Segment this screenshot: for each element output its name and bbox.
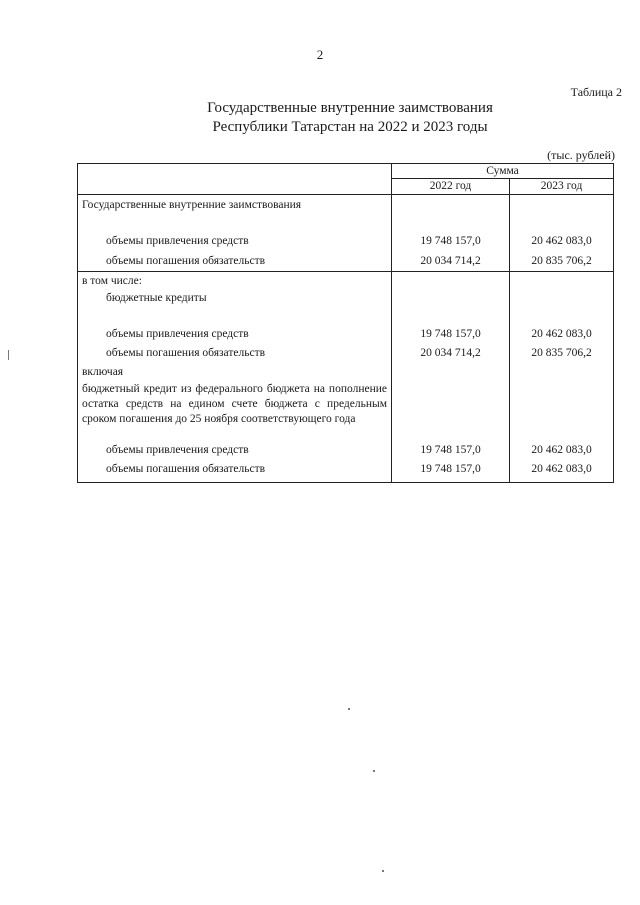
- header-2022: 2022 год: [392, 179, 510, 195]
- row-label: объемы погашения обязательств: [78, 255, 392, 272]
- credit-description: бюджетный кредит из федерального бюджета на пополнение остатка средств на едином счете бюджета с предельным сроком погашения до 25 ноября соответствующего года: [78, 382, 392, 444]
- scan-speck: [8, 350, 9, 360]
- table-row: [78, 328, 614, 347]
- value-2022: 19 748 157,0: [392, 328, 510, 347]
- value-2023: 20 835 706,2: [510, 255, 614, 272]
- header-row-1: [78, 164, 614, 179]
- value-2023: 20 462 083,0: [510, 444, 614, 463]
- credit-desc-row: [78, 382, 614, 444]
- scan-speck: [348, 708, 350, 710]
- section1-title: Государственные внутренние заимствования: [78, 195, 392, 235]
- table-row: [78, 444, 614, 463]
- budget-credits-label: бюджетные кредиты: [78, 288, 392, 328]
- scan-speck: [382, 870, 384, 872]
- title-line-1: Государственные внутренние заимствования: [207, 100, 493, 116]
- table-row: [78, 347, 614, 366]
- value-2022: 19 748 157,0: [392, 444, 510, 463]
- including-row: [78, 272, 614, 288]
- subtitle-row: [78, 288, 614, 328]
- units-label: (тыс. рублей): [547, 148, 615, 162]
- borrowings-table: [77, 163, 614, 483]
- section1-title-row: [78, 195, 614, 235]
- row-label: объемы привлечения средств: [78, 328, 392, 347]
- incl-label: включая: [78, 366, 392, 382]
- value-2022: 19 748 157,0: [392, 235, 510, 255]
- table-row: [78, 235, 614, 255]
- page-number: 2: [316, 47, 324, 62]
- row-label: объемы привлечения средств: [78, 444, 392, 463]
- scan-speck: [373, 770, 375, 772]
- value-2022: 20 034 714,2: [392, 255, 510, 272]
- value-2023: 20 462 083,0: [510, 328, 614, 347]
- value-2022: 19 748 157,0: [392, 463, 510, 483]
- incl-row: [78, 366, 614, 382]
- value-2022: 20 034 714,2: [392, 347, 510, 366]
- table-label: Таблица 2: [570, 85, 622, 99]
- table-row: [78, 463, 614, 483]
- including-label: в том числе:: [78, 272, 392, 288]
- row-label: объемы привлечения средств: [78, 235, 392, 255]
- title-line-2: Республики Татарстан на 2022 и 2023 годы: [212, 119, 488, 135]
- row-label: объемы погашения обязательств: [78, 463, 392, 483]
- value-2023: 20 835 706,2: [510, 347, 614, 366]
- table-row: [78, 255, 614, 272]
- value-2023: 20 462 083,0: [510, 463, 614, 483]
- header-2023: 2023 год: [510, 179, 614, 195]
- row-label: объемы погашения обязательств: [78, 347, 392, 366]
- header-blank-cell: [78, 164, 392, 195]
- value-2023: 20 462 083,0: [510, 235, 614, 255]
- document-title: [0, 99, 640, 137]
- header-sum: Сумма: [392, 164, 614, 179]
